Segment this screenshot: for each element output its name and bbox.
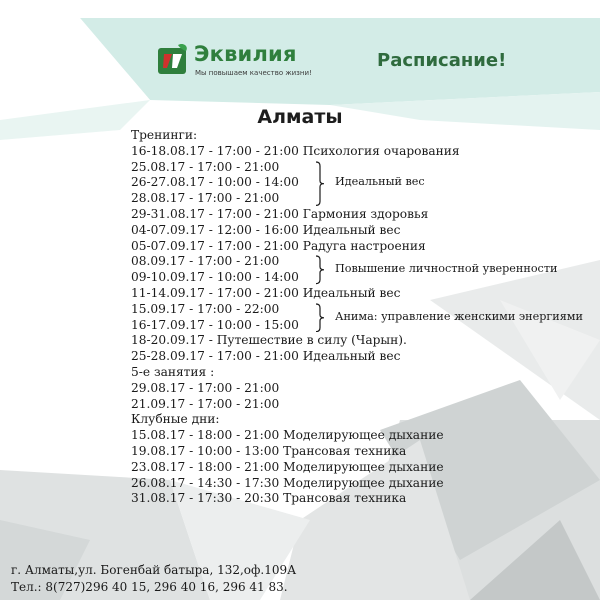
schedule-line: 16-18.08.17 - 17:00 - 21:00 Психология очарования — [131, 143, 460, 158]
footer-address: г. Алматы,ул. Богенбай батыра, 132,оф.109А — [11, 563, 297, 577]
schedule-line: 16-17.09.17 - 10:00 - 15:00 — [131, 317, 299, 332]
schedule-line: 25.08.17 - 17:00 - 21:00 — [131, 159, 280, 174]
city-title: Алматы — [257, 106, 343, 128]
schedule-line: 21.09.17 - 17:00 - 21:00 — [131, 396, 280, 411]
schedule-line: Тренинги: — [131, 128, 198, 142]
schedule-line: 23.08.17 - 18:00 - 21:00 Моделирующее дыхание — [131, 459, 444, 474]
schedule-line: 29-31.08.17 - 17:00 - 21:00 Гармония здоровья — [131, 206, 429, 221]
footer — [11, 562, 411, 596]
schedule-line: 25-28.09.17 - 17:00 - 21:00 Идеальный вес — [131, 349, 401, 364]
brand-mark-icon — [156, 42, 190, 76]
schedule-line: 05-07.09.17 - 17:00 - 21:00 Радуга настроения — [131, 238, 426, 253]
schedule-list — [131, 128, 591, 507]
group-brace — [315, 255, 325, 285]
schedule-line: 15.08.17 - 18:00 - 21:00 Моделирующее дыхание — [131, 428, 444, 443]
schedule-line: 08.09.17 - 17:00 - 21:00 — [131, 254, 280, 269]
schedule-line: 15.09.17 - 17:00 - 22:00 — [131, 301, 280, 316]
schedule-line: 04-07.09.17 - 12:00 - 16:00 Идеальный вес — [131, 222, 401, 237]
group-label: Анима: управление женскими энергиями — [335, 309, 583, 323]
schedule-line: 09-10.09.17 - 10:00 - 14:00 — [131, 270, 299, 285]
schedule-line: 18-20.09.17 - Путешествие в силу (Чарын). — [131, 333, 407, 348]
schedule-line: 11-14.09.17 - 17:00 - 21:00 Идеальный вес — [131, 285, 401, 300]
group-label: Идеальный вес — [335, 175, 425, 189]
schedule-line: Клубные дни: — [131, 412, 220, 427]
schedule-line: 19.08.17 - 10:00 - 13:00 Трансовая техника — [131, 443, 407, 458]
brand-slogan: Мы повышаем качество жизни! — [195, 69, 312, 77]
group-brace — [315, 161, 325, 206]
group-brace — [315, 303, 325, 333]
schedule-title: Расписание! — [377, 50, 507, 71]
schedule-line: 28.08.17 - 17:00 - 21:00 — [131, 191, 280, 206]
brand-logo — [156, 38, 316, 82]
group-label: Повышение личностной уверенности — [335, 262, 558, 276]
brand-name: Эквилия — [194, 42, 297, 66]
schedule-line: 31.08.17 - 17:30 - 20:30 Трансовая техника — [131, 491, 407, 506]
schedule-line: 26.08.17 - 14:30 - 17:30 Моделирующее дыхание — [131, 475, 444, 490]
schedule-line: 26-27.08.17 - 10:00 - 14:00 — [131, 175, 299, 190]
schedule-line: 5-е занятия : — [131, 364, 215, 379]
footer-phones: Тел.: 8(727)296 40 15, 296 40 16, 296 41 83. — [11, 580, 288, 594]
schedule-line: 29.08.17 - 17:00 - 21:00 — [131, 380, 280, 395]
